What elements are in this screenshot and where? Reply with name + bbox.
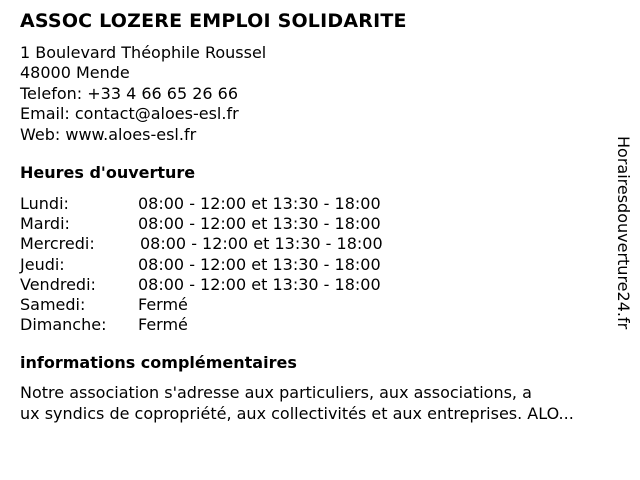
time-value: 08:00 - 12:00 et 13:30 - 18:00 [138,274,381,294]
info-line: Notre association s'adresse aux particuliers, aux associations, a [20,383,532,402]
contact-block [20,43,266,145]
site-watermark: Horairesdouverture24.fr [614,136,633,330]
business-name: ASSOC LOZERE EMPLOI SOLIDARITE [20,10,407,32]
day-label: Mercredi: [20,234,95,254]
time-value: Fermé [138,315,188,335]
address-street: 1 Boulevard Théophile Roussel [20,43,267,62]
phone-number[interactable]: Telefon: +33 4 66 65 26 66 [20,83,239,103]
website-link[interactable]: Web: www.aloes-esl.fr [20,124,197,144]
day-label: Dimanche: [20,315,107,335]
info-line: ux syndics de copropriété, aux collectivités et aux entreprises. ALO... [20,403,574,423]
time-value: 08:00 - 12:00 et 13:30 - 18:00 [138,194,381,213]
additional-info-text [20,383,630,424]
additional-info-heading: informations complémentaires [20,353,297,372]
day-label: Mardi: [20,214,70,234]
address-city: 48000 Mende [20,63,130,83]
day-label: Lundi: [20,194,69,213]
day-label: Jeudi: [20,254,65,274]
email-address[interactable]: Email: contact@aloes-esl.fr [20,104,239,124]
time-value: Fermé [138,294,188,314]
opening-hours-heading: Heures d'ouverture [20,163,196,182]
time-value: 08:00 - 12:00 et 13:30 - 18:00 [140,234,383,254]
time-value: 08:00 - 12:00 et 13:30 - 18:00 [138,254,381,274]
day-label: Samedi: [20,294,86,314]
day-label: Vendredi: [20,274,96,294]
time-value: 08:00 - 12:00 et 13:30 - 18:00 [138,214,381,234]
